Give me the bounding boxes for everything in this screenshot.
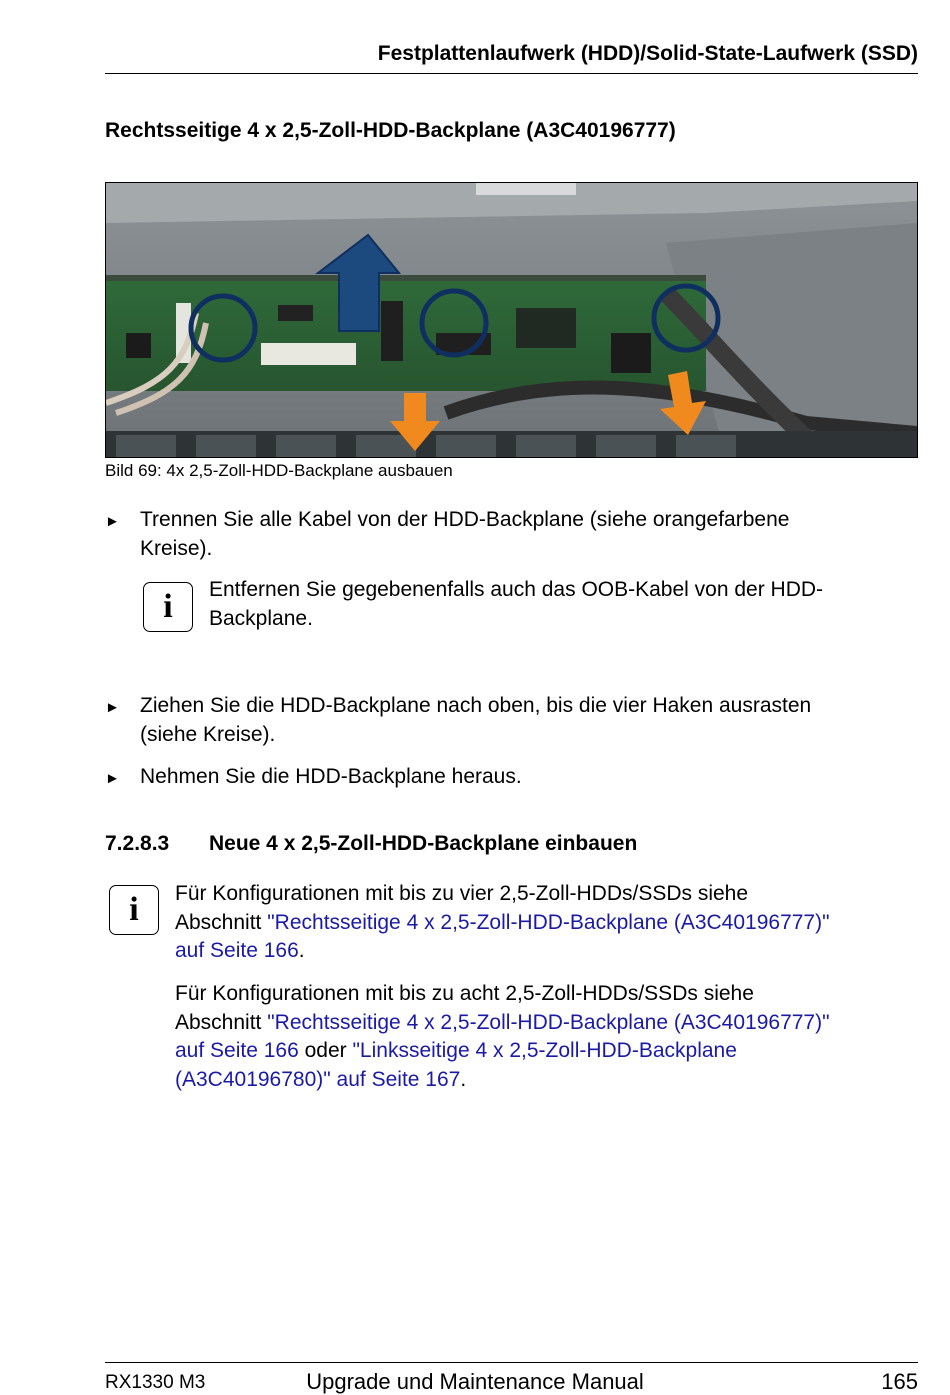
figure-caption: Bild 69: 4x 2,5-Zoll-HDD-Backplane ausbauen bbox=[105, 461, 453, 480]
info-icon: i bbox=[109, 885, 159, 935]
bullet-arrow-icon: ► bbox=[105, 513, 120, 530]
note-text bbox=[209, 576, 823, 633]
step-text-line: (siehe Kreise). bbox=[140, 723, 276, 746]
cross-reference-link[interactable]: "Rechtsseitige 4 x 2,5-Zoll-HDD-Backplane (A3C40196777)" bbox=[267, 1010, 830, 1034]
step-text-line: Kreise). bbox=[140, 537, 213, 560]
cross-reference-link[interactable]: "Linksseitige 4 x 2,5-Zoll-HDD-Backplane bbox=[352, 1039, 737, 1062]
note-text-line: Für Konfigurationen mit bis zu vier 2,5-Zoll-HDDs/SSDs siehe bbox=[175, 882, 749, 905]
note-text: . bbox=[298, 939, 305, 962]
backplane-photo bbox=[105, 182, 918, 458]
note-text-line bbox=[175, 1009, 915, 1038]
subsection-title: Neue 4 x 2,5-Zoll-HDD-Backplane einbauen bbox=[209, 832, 638, 855]
subsection-number: 7.2.8.3 bbox=[105, 832, 170, 855]
step-text-line: Nehmen Sie die HDD-Backplane heraus. bbox=[140, 765, 522, 788]
backplane-photo-illustration bbox=[106, 183, 917, 457]
note-paragraph bbox=[175, 980, 915, 1094]
footer-model: RX1330 M3 bbox=[105, 1372, 206, 1393]
step-text-line: Trennen Sie alle Kabel von der HDD-Backplane (siehe orangefarbene bbox=[140, 508, 790, 531]
note-text: . bbox=[460, 1067, 467, 1091]
step-list-item bbox=[105, 505, 915, 565]
note-text-line: Entfernen Sie gegebenenfalls auch das OOB-Kabel von der HDD- bbox=[209, 578, 824, 601]
footer-rule bbox=[105, 1362, 918, 1363]
bullet-arrow-icon: ► bbox=[105, 699, 120, 716]
note-text-line bbox=[175, 1066, 915, 1095]
note-text-line bbox=[175, 1037, 915, 1066]
page-reference-link[interactable]: auf Seite 166 bbox=[175, 939, 299, 962]
step-list-item bbox=[105, 691, 915, 751]
footer-manual-title: Upgrade und Maintenance Manual bbox=[306, 1369, 644, 1394]
step-text-line: Ziehen Sie die HDD-Backplane nach oben, bis die vier Haken ausrasten bbox=[140, 694, 812, 717]
page-number: 165 bbox=[881, 1369, 918, 1394]
note-text: Abschnitt bbox=[175, 910, 268, 934]
header-rule bbox=[105, 73, 918, 74]
info-icon: i bbox=[143, 582, 193, 632]
note-text-line bbox=[175, 909, 915, 938]
page-reference-link[interactable]: auf Seite 166 bbox=[175, 1039, 299, 1062]
cross-reference-link[interactable]: "Rechtsseitige 4 x 2,5-Zoll-HDD-Backplane (A3C40196777)" bbox=[267, 910, 830, 934]
cross-reference-link[interactable]: (A3C40196780)" auf Seite 167 bbox=[175, 1067, 461, 1091]
bullet-arrow-icon: ► bbox=[105, 770, 120, 787]
step-list-item bbox=[105, 762, 915, 792]
note-text-line: Für Konfigurationen mit bis zu acht 2,5-Zoll-HDDs/SSDs siehe bbox=[175, 982, 754, 1005]
note-text-line bbox=[175, 937, 915, 966]
running-header: Festplattenlaufwerk (HDD)/Solid-State-Laufwerk (SSD) bbox=[377, 42, 918, 65]
note-text: Abschnitt bbox=[175, 1010, 268, 1034]
note-text: oder bbox=[298, 1039, 353, 1062]
note-paragraph bbox=[175, 880, 915, 966]
section-title: Rechtsseitige 4 x 2,5-Zoll-HDD-Backplane (A3C40196777) bbox=[105, 119, 676, 142]
note-text-line: Backplane. bbox=[209, 606, 313, 630]
